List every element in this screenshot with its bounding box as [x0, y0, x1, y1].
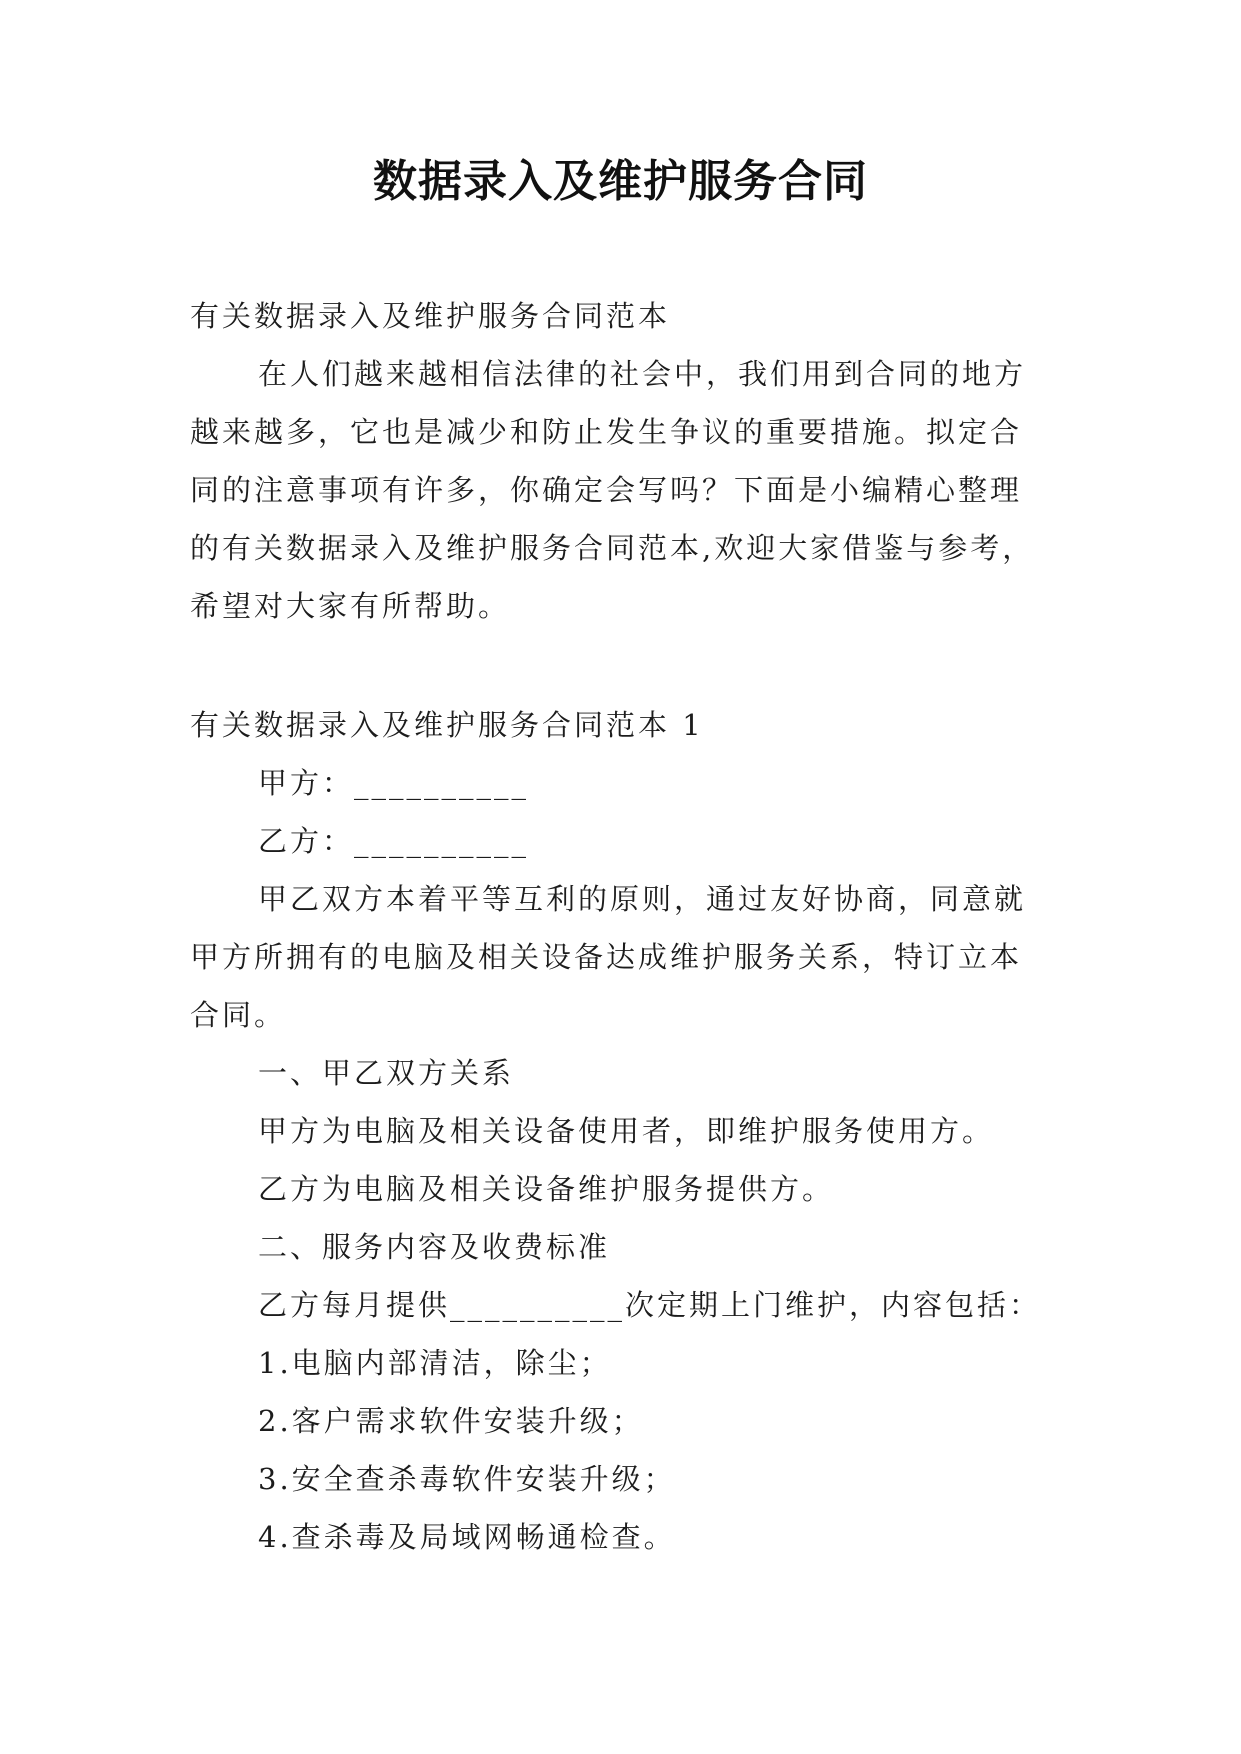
party-a-line: 甲方：__________ [258, 766, 530, 800]
intro-paragraph-line: 的有关数据录入及维护服务合同范本,欢迎大家借鉴与参考， [190, 531, 1035, 565]
service-item: 1.电脑内部清洁，除尘； [258, 1346, 612, 1380]
intro-heading: 有关数据录入及维护服务合同范本 [190, 299, 671, 333]
service-item: 2.客户需求软件安装升级； [258, 1404, 644, 1438]
contract-sample-1 [190, 696, 1060, 1566]
section-1-line: 乙方为电脑及相关设备维护服务提供方。 [258, 1172, 835, 1206]
section-2-title: 二、服务内容及收费标准 [258, 1230, 611, 1264]
intro-paragraph-line: 希望对大家有所帮助。 [190, 589, 511, 623]
intro-paragraph-line: 在人们越来越相信法律的社会中，我们用到合同的地方 [258, 357, 1027, 391]
service-item: 3.安全查杀毒软件安装升级； [258, 1462, 676, 1496]
preamble-line: 合同。 [190, 998, 287, 1032]
intro-paragraph-line: 越来越多，它也是减少和防止发生争议的重要措施。拟定合 [190, 415, 1023, 449]
intro-paragraph-line: 同的注意事项有许多，你确定会写吗？下面是小编精心整理 [190, 473, 1023, 507]
preamble-line: 甲方所拥有的电脑及相关设备达成维护服务关系，特订立本 [190, 940, 1023, 974]
intro-section [190, 287, 1060, 635]
preamble-line: 甲乙双方本着平等互利的原则，通过友好协商，同意就 [258, 882, 1027, 916]
party-b-line: 乙方：__________ [258, 824, 530, 858]
section-2-intro: 乙方每月提供__________次定期上门维护，内容包括： [258, 1288, 1042, 1322]
sample-heading: 有关数据录入及维护服务合同范本 1 [190, 708, 704, 742]
section-1-title: 一、甲乙双方关系 [258, 1056, 515, 1090]
service-item: 4.查杀毒及局域网畅通检查。 [258, 1520, 676, 1554]
document-title: 数据录入及维护服务合同 [373, 156, 868, 207]
section-1-line: 甲方为电脑及相关设备使用者，即维护服务使用方。 [258, 1114, 995, 1148]
